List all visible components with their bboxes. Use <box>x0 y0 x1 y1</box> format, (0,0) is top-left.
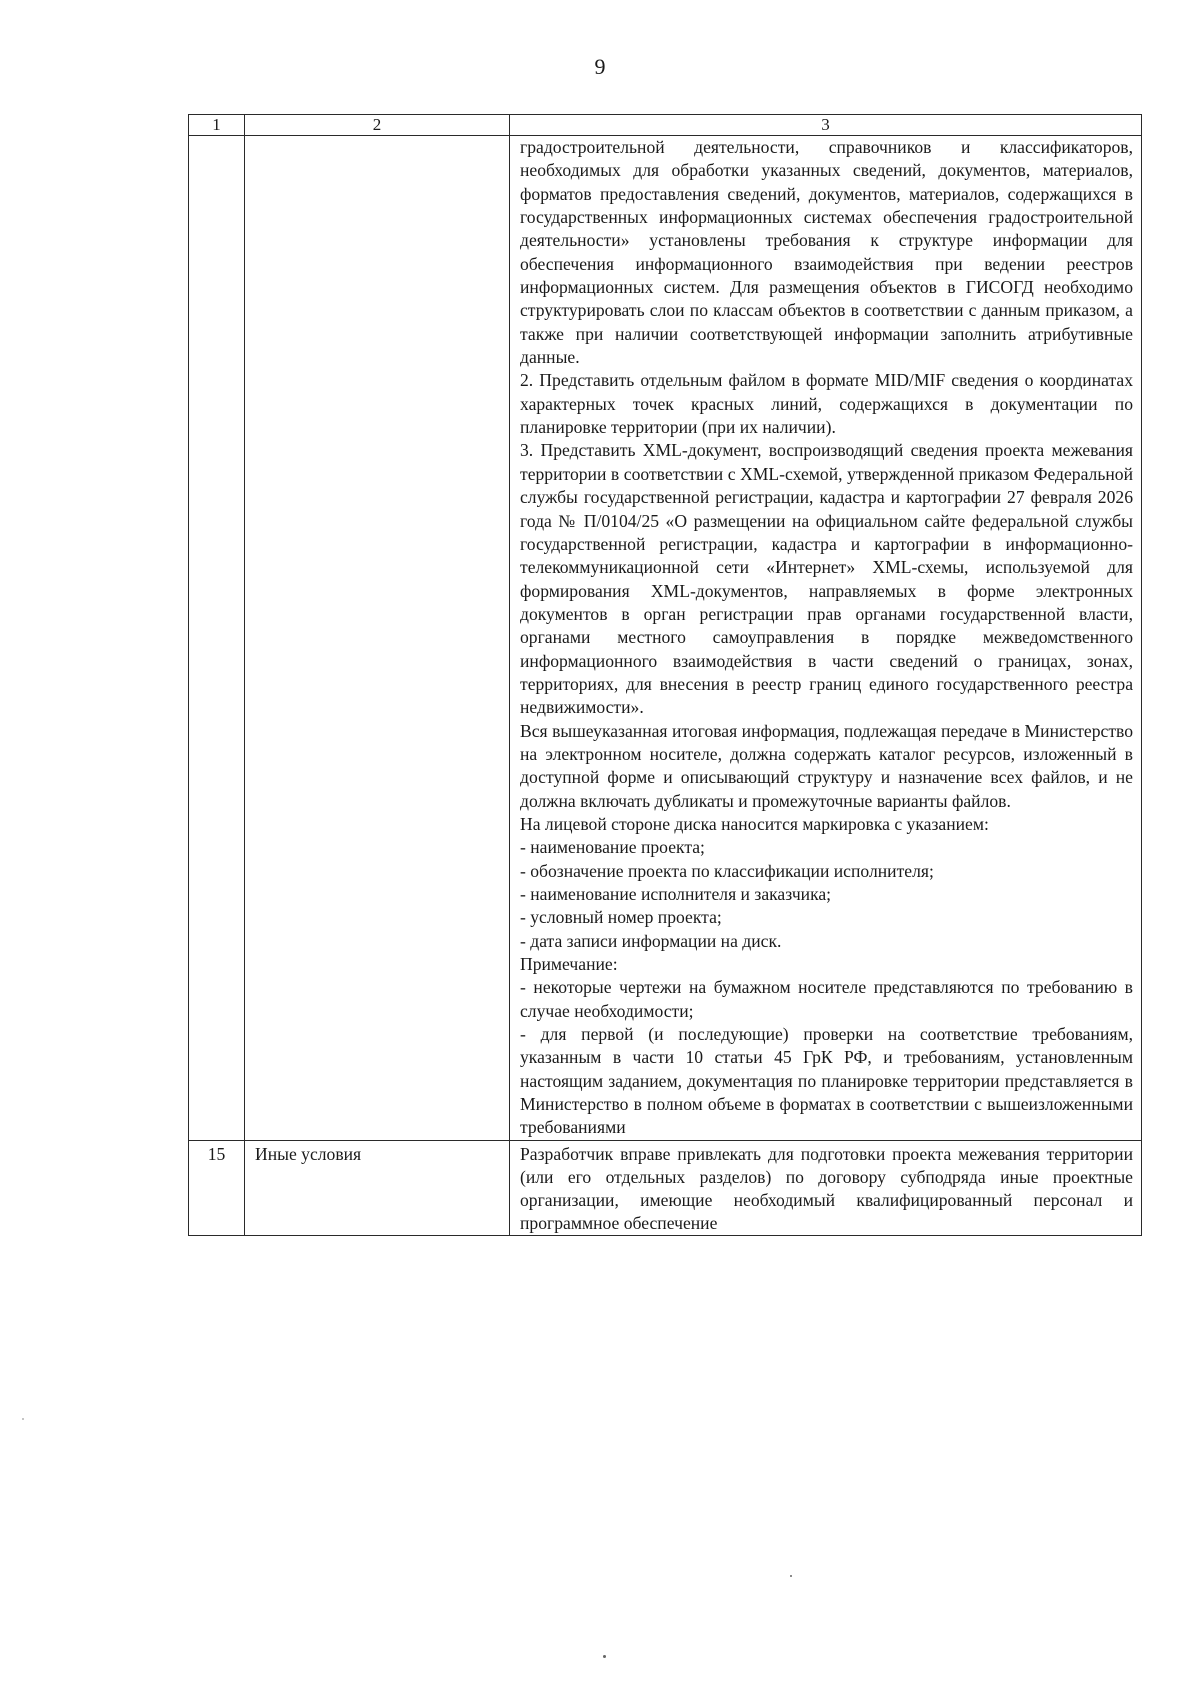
row-number-cell <box>189 136 245 1141</box>
row-number-cell: 15 <box>189 1140 245 1235</box>
table-header-row <box>189 115 1142 136</box>
marking-item: - обозначение проекта по классификации исполнителя; <box>520 860 934 881</box>
scan-speck <box>22 1418 24 1420</box>
requirements-table <box>188 114 1142 1236</box>
note-title: Примечание: <box>520 954 618 975</box>
row-name-cell: Иные условия <box>245 1140 510 1235</box>
marking-item: - дата записи информации на диск. <box>520 930 782 951</box>
note-item: - для первой (и последующие) проверки на соответствие требованиям, указанным в части 10 статьи 45 ГрК РФ, и требованиям, установленным настоящим заданием, документация по планировке территории представляется в Министерство в полном объеме в форматах в соответствии с вышеизложенными требованиями <box>520 1024 1133 1138</box>
table-row-15 <box>189 1140 1142 1235</box>
page-number: 9 <box>594 54 606 79</box>
row-name-cell <box>245 136 510 1141</box>
row-text-cell <box>510 1140 1142 1235</box>
paragraph-mid-mif: 2. Представить отдельным файлом в формате MID/MIF сведения о координатах характерных точек красных линий, содержащихся в документации по планировке территории (при их наличии). <box>520 370 1133 438</box>
paragraph-classifiers: градостроительной деятельности, справочников и классификаторов, необходимых для обработки указанных сведений, документов, материалов, форматов предоставления сведений, документов, материалов, содержащихся в государственных информационных системах обеспечения градостроительной деятельности» установлены требования к структуре информации для обеспечения информационного взаимодействия при ведении реестров информационных систем. Для размещения объектов в ГИСОГД необходимо структурировать слои по классам объектов в соответствии с данным приказом, а также при наличии соответствующей информации заполнить атрибутивные данные. <box>520 137 1133 368</box>
marking-item: - условный номер проекта; <box>520 907 722 928</box>
note-item: - некоторые чертежи на бумажном носителе представляются по требованию в случае необходимости; <box>520 977 1133 1021</box>
scan-speck <box>790 1575 792 1577</box>
paragraph-final-info: Вся вышеуказанная итоговая информация, подлежащая передаче в Министерство на электронном носителе, должна содержать каталог ресурсов, изложенный в доступной форме и описывающий структуру и назначение всех файлов, и не должна включать дубликаты и промежуточные варианты файлов. <box>520 720 1133 811</box>
paragraph-subcontract: Разработчик вправе привлекать для подготовки проекта межевания территории (или его отдельных разделов) по договору субподряда иные проектные организации, имеющие необходимый квалифицированный персонал и программное обеспечение <box>520 1143 1133 1233</box>
header-col-2: 2 <box>245 115 510 136</box>
marking-item: - наименование проекта; <box>520 837 705 858</box>
table-row-continuation <box>189 136 1142 1141</box>
paragraph-xml-document: 3. Представить XML-документ, воспроизводящий сведения проекта межевания территории в соответствии с XML-схемой, утвержденной приказом Федеральной службы государственной регистрации, кадастра и картографии 27 февраля 2026 года № П/0104/25 «О размещении на официальном сайте федеральной службы государственной регистрации, кадастра и картографии в информационно-телекоммуникационной сети «Интернет» XML-схемы, используемой для формирования XML-документов, направляемых в форме электронных документов в орган регистрации прав органами государственной власти, органами местного самоуправления в порядке межведомственного информационного взаимодействия в части сведений о границах, зонах, территориях, для внесения в реестр границ единого государственного реестра недвижимости». <box>520 440 1133 718</box>
marking-item: - наименование исполнителя и заказчика; <box>520 884 832 904</box>
row-text-cell <box>510 136 1142 1141</box>
paragraph-disk-marking: На лицевой стороне диска наносится маркировка с указанием: <box>520 813 989 834</box>
scan-speck <box>603 1655 606 1658</box>
header-col-3: 3 <box>510 115 1142 136</box>
header-col-1: 1 <box>189 115 245 136</box>
